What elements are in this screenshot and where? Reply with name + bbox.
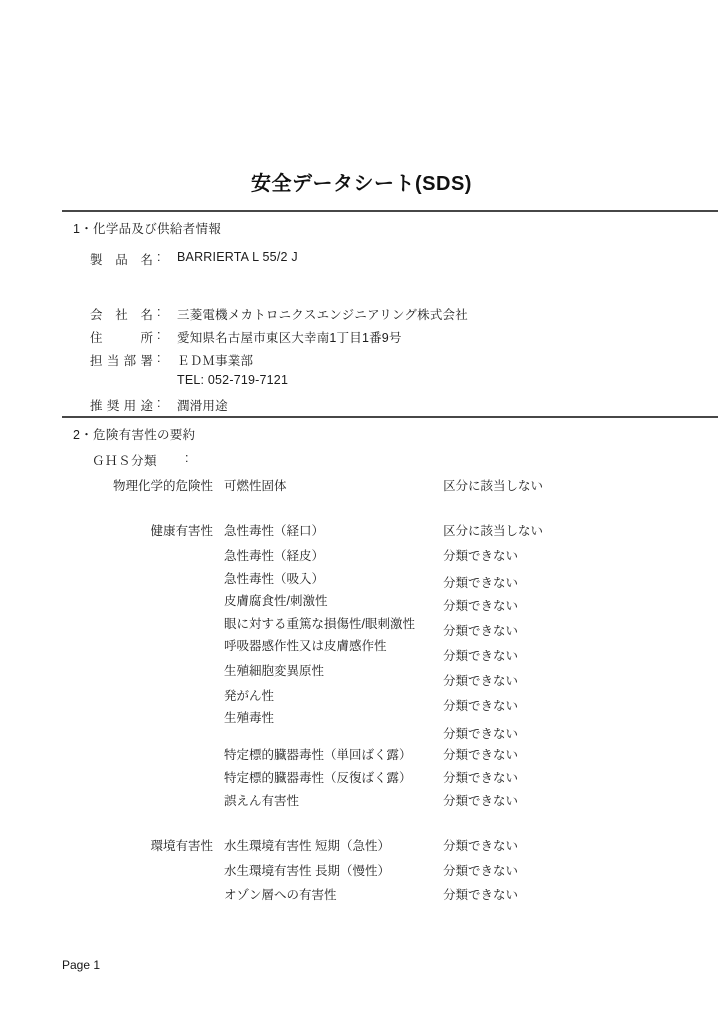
product-name-row — [90, 250, 298, 268]
colon: : — [157, 396, 161, 410]
hazard-name: 眼に対する重篤な損傷性/眼刺激性 — [224, 617, 415, 631]
ghs-classification-row — [0, 451, 723, 467]
hazard-classification: 分類できない — [443, 649, 519, 663]
hazard-row — [0, 836, 723, 852]
hazard-classification: 分類できない — [443, 624, 519, 638]
hazard-row — [0, 661, 723, 688]
hazard-classification: 分類できない — [443, 771, 519, 785]
recommended-use-label: 推奨用途 — [90, 399, 153, 413]
hazard-row — [0, 768, 723, 784]
department-label: 担当部署 — [90, 354, 153, 368]
company-name-value: 三菱電機メカトロニクスエンジニアリング株式会社 — [177, 308, 468, 322]
colon: : — [185, 451, 189, 465]
hazard-classification: 分類できない — [443, 699, 519, 713]
hazard-row — [0, 569, 723, 590]
hazard-row — [0, 476, 723, 492]
hazard-name: 誤えん有害性 — [224, 794, 300, 808]
phone-row — [90, 373, 288, 387]
hazard-classification: 分類できない — [443, 674, 519, 688]
hazard-row — [0, 521, 723, 537]
hazard-classification: 区分に該当しない — [443, 479, 544, 493]
address-label: 住所 — [90, 331, 153, 345]
recommended-use-value: 潤滑用途 — [177, 399, 228, 413]
colon: : — [157, 328, 161, 342]
hazard-name: 急性毒性（吸入） — [224, 572, 325, 586]
hazard-classification: 分類できない — [443, 839, 519, 853]
section2-heading: 2・危険有害性の要約 — [73, 428, 196, 442]
hazard-classification: 分類できない — [443, 864, 519, 878]
department-value: ＥＤＭ事業部 — [177, 354, 254, 368]
hazard-row — [0, 745, 723, 761]
hazard-name: 水生環境有害性 長期（慢性） — [224, 864, 390, 878]
page-number: Page 1 — [62, 958, 101, 972]
hazard-name: 急性毒性（経口） — [224, 524, 325, 538]
hazard-group-label: 物理化学的危険性 — [112, 479, 213, 493]
hazard-name: オゾン層への有害性 — [224, 888, 337, 902]
hazard-row — [0, 885, 723, 901]
hazard-classification: 分類できない — [443, 549, 519, 563]
hazard-name: 急性毒性（経皮） — [224, 549, 325, 563]
hazard-name: 呼吸器感作性又は皮膚感作性 — [224, 639, 387, 653]
hazard-name: 特定標的臓器毒性（反復ばく露） — [224, 771, 412, 785]
hazard-row — [0, 861, 723, 877]
hazard-group-label: 健康有害性 — [150, 524, 213, 538]
hazard-name: 生殖細胞変異原性 — [224, 664, 325, 678]
hazard-name: 特定標的臓器毒性（単回ばく露） — [224, 748, 412, 762]
product-name-label: 製品名 — [90, 253, 153, 267]
hazard-classification: 分類できない — [443, 888, 519, 902]
hazard-classification: 分類できない — [443, 599, 519, 613]
hazard-name: 水生環境有害性 短期（急性） — [224, 839, 390, 853]
address-value: 愛知県名古屋市東区大幸南1丁目1番9号 — [177, 331, 402, 345]
phone-value: TEL: 052-719-7121 — [177, 373, 289, 387]
colon: : — [157, 250, 161, 264]
colon: : — [157, 305, 161, 319]
page-title: 安全データシート(SDS) — [251, 173, 472, 195]
company-name-row — [90, 305, 468, 323]
horizontal-rule-middle — [62, 416, 718, 418]
hazard-classification: 分類できない — [443, 748, 519, 762]
ghs-classification-label: ＧＨＳ分類 — [92, 454, 158, 468]
hazard-classification: 分類できない — [443, 794, 519, 808]
hazard-row — [0, 791, 723, 807]
section1-heading: 1・化学品及び供給者情報 — [73, 222, 222, 236]
hazard-name: 生殖毒性 — [224, 711, 275, 725]
product-name-value: BARRIERTA L 55/2 J — [177, 250, 298, 264]
hazard-name: 可燃性固体 — [224, 479, 287, 493]
hazard-row — [0, 708, 723, 741]
company-name-label: 会社名 — [90, 308, 153, 322]
hazard-classification: 分類できない — [443, 727, 519, 741]
hazard-classification: 区分に該当しない — [443, 524, 544, 538]
hazard-row — [0, 686, 723, 713]
hazard-name: 発がん性 — [224, 689, 275, 703]
recommended-use-row — [90, 396, 228, 414]
hazard-row — [0, 614, 723, 638]
hazard-row — [0, 591, 723, 613]
hazard-row — [0, 636, 723, 663]
horizontal-rule-top — [62, 210, 718, 212]
hazard-name: 皮膚腐食性/刺激性 — [224, 594, 328, 608]
hazard-group-label: 環境有害性 — [150, 839, 213, 853]
address-row — [90, 328, 402, 346]
colon: : — [157, 351, 161, 365]
department-row — [90, 351, 253, 369]
hazard-row — [0, 546, 723, 562]
hazard-classification: 分類できない — [443, 576, 519, 590]
